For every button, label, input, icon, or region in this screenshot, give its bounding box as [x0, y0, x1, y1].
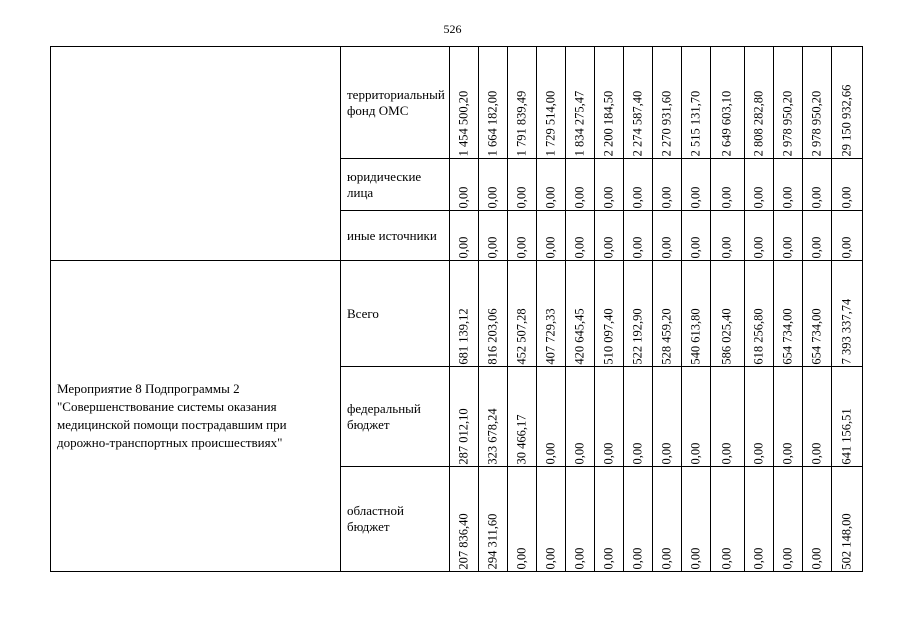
value-text: 1 791 839,49	[514, 90, 529, 157]
value-cell	[536, 211, 565, 261]
value-cell	[744, 159, 773, 211]
value-text: 287 012,10	[456, 408, 471, 465]
value-cell	[681, 159, 710, 211]
value-cell	[802, 211, 831, 261]
value-text: 0,00	[630, 547, 645, 570]
value-text: 0,00	[601, 442, 616, 465]
value-text: 0,00	[630, 236, 645, 259]
value-cell	[449, 159, 478, 211]
value-cell	[773, 47, 802, 159]
value-text: 654 734,00	[809, 308, 824, 365]
value-cell	[773, 367, 802, 467]
value-text: 0,00	[485, 186, 500, 209]
value-cell	[623, 211, 652, 261]
value-text: 0,00	[780, 547, 795, 570]
funding-source-label: территориальный фонд ОМС	[341, 47, 450, 159]
value-cell	[710, 261, 744, 367]
value-text: 540 613,80	[688, 308, 703, 365]
value-text: 0,00	[485, 236, 500, 259]
value-text: 0,00	[719, 547, 734, 570]
value-text: 0,00	[659, 442, 674, 465]
value-cell	[744, 367, 773, 467]
value-text: 502 148,00	[839, 513, 854, 570]
value-cell	[536, 261, 565, 367]
value-text: 1 834 275,47	[572, 90, 587, 157]
value-text: 816 203,06	[485, 308, 500, 365]
value-cell	[536, 367, 565, 467]
value-text: 0,00	[751, 186, 766, 209]
value-text: 0,00	[809, 547, 824, 570]
value-cell	[710, 159, 744, 211]
funding-source-label: Всего	[341, 261, 450, 367]
value-text: 0,00	[688, 442, 703, 465]
value-text: 528 459,20	[659, 308, 674, 365]
value-cell	[594, 211, 623, 261]
value-text: 2 270 931,60	[659, 90, 674, 157]
value-text: 0,00	[659, 186, 674, 209]
value-cell	[710, 367, 744, 467]
value-cell	[449, 467, 478, 572]
value-text: 0,00	[659, 236, 674, 259]
value-cell	[449, 367, 478, 467]
funding-source-label: иные источники	[341, 211, 450, 261]
value-cell	[773, 261, 802, 367]
value-text: 2 978 950,20	[809, 90, 824, 157]
value-text: 0,00	[839, 186, 854, 209]
budget-table	[50, 46, 863, 572]
value-cell	[773, 159, 802, 211]
value-cell	[681, 467, 710, 572]
value-cell	[623, 159, 652, 211]
value-text: 0,00	[543, 547, 558, 570]
value-text: 207 836,40	[456, 513, 471, 570]
value-text: 1 729 514,00	[543, 90, 558, 157]
value-cell	[594, 261, 623, 367]
value-cell	[536, 47, 565, 159]
value-text: 30 466,17	[514, 414, 529, 465]
value-cell	[831, 261, 862, 367]
value-text: 2 978 950,20	[780, 90, 795, 157]
value-text: 0,00	[630, 186, 645, 209]
value-text: 0,00	[780, 442, 795, 465]
value-cell	[623, 47, 652, 159]
value-text: 0,00	[719, 186, 734, 209]
value-cell	[681, 261, 710, 367]
value-text: 0,00	[514, 186, 529, 209]
value-text: 0,00	[572, 442, 587, 465]
value-text: 323 678,24	[485, 408, 500, 465]
value-cell	[478, 367, 507, 467]
value-text: 0,00	[659, 547, 674, 570]
value-text: 420 645,45	[572, 308, 587, 365]
value-cell	[802, 159, 831, 211]
value-cell	[507, 47, 536, 159]
value-cell	[710, 47, 744, 159]
value-cell	[478, 467, 507, 572]
value-cell	[536, 159, 565, 211]
value-text: 0,00	[543, 236, 558, 259]
value-text: 586 025,40	[719, 308, 734, 365]
value-text: 0,00	[688, 186, 703, 209]
funding-source-label: федеральный бюджет	[341, 367, 450, 467]
value-text: 2 274 587,40	[630, 90, 645, 157]
value-cell	[449, 211, 478, 261]
value-text: 0,00	[688, 236, 703, 259]
value-cell	[594, 159, 623, 211]
value-cell	[478, 261, 507, 367]
value-cell	[594, 47, 623, 159]
value-text: 452 507,28	[514, 308, 529, 365]
value-cell	[831, 159, 862, 211]
value-text: 0,00	[514, 547, 529, 570]
value-text: 0,00	[601, 547, 616, 570]
value-cell	[652, 467, 681, 572]
value-cell	[565, 367, 594, 467]
value-cell	[536, 467, 565, 572]
value-text: 641 156,51	[839, 408, 854, 465]
value-text: 510 097,40	[601, 308, 616, 365]
value-cell	[710, 467, 744, 572]
value-text: 0,00	[809, 186, 824, 209]
value-text: 0,00	[543, 186, 558, 209]
table-row	[51, 261, 863, 367]
page-number: 526	[443, 22, 462, 36]
value-text: 0,00	[601, 186, 616, 209]
value-text: 618 256,80	[751, 308, 766, 365]
value-cell	[565, 467, 594, 572]
value-text: 0,00	[839, 236, 854, 259]
value-cell	[623, 367, 652, 467]
value-cell	[652, 261, 681, 367]
value-text: 2 649 603,10	[719, 90, 734, 157]
value-text: 7 393 337,74	[839, 298, 854, 365]
value-cell	[449, 47, 478, 159]
value-cell	[565, 211, 594, 261]
value-cell	[802, 261, 831, 367]
value-cell	[710, 211, 744, 261]
event-cell-prev	[51, 47, 341, 261]
value-text: 0,00	[601, 236, 616, 259]
value-text: 0,00	[751, 442, 766, 465]
value-cell	[773, 211, 802, 261]
value-cell	[831, 211, 862, 261]
value-text: 0,00	[751, 236, 766, 259]
value-text: 0,00	[456, 186, 471, 209]
value-text: 0,00	[456, 236, 471, 259]
value-text: 1 664 182,00	[485, 90, 500, 157]
value-cell	[449, 261, 478, 367]
value-cell	[652, 211, 681, 261]
value-text: 1 454 500,20	[456, 90, 471, 157]
value-cell	[565, 159, 594, 211]
value-cell	[802, 47, 831, 159]
value-text: 0,00	[572, 547, 587, 570]
value-text: 0,00	[751, 547, 766, 570]
value-text: 0,00	[719, 236, 734, 259]
value-cell	[652, 367, 681, 467]
value-text: 0,00	[572, 186, 587, 209]
value-cell	[744, 261, 773, 367]
value-text: 0,00	[543, 442, 558, 465]
value-text: 29 150 932,66	[839, 84, 854, 157]
value-text: 0,00	[780, 186, 795, 209]
value-text: 681 139,12	[456, 308, 471, 365]
value-cell	[507, 467, 536, 572]
value-cell	[744, 467, 773, 572]
value-text: 0,00	[780, 236, 795, 259]
value-text: 0,00	[809, 442, 824, 465]
value-cell	[802, 367, 831, 467]
value-text: 0,00	[572, 236, 587, 259]
value-text: 2 808 282,80	[751, 90, 766, 157]
table-row	[51, 47, 863, 159]
value-cell	[507, 211, 536, 261]
value-cell	[478, 159, 507, 211]
value-cell	[831, 47, 862, 159]
value-cell	[831, 367, 862, 467]
value-text: 407 729,33	[543, 308, 558, 365]
value-cell	[652, 47, 681, 159]
value-cell	[652, 159, 681, 211]
funding-source-label: областной бюджет	[341, 467, 450, 572]
value-cell	[507, 159, 536, 211]
value-cell	[681, 367, 710, 467]
value-cell	[773, 467, 802, 572]
value-text: 522 192,90	[630, 308, 645, 365]
value-cell	[831, 467, 862, 572]
value-text: 654 734,00	[780, 308, 795, 365]
value-text: 2 515 131,70	[688, 90, 703, 157]
value-cell	[565, 261, 594, 367]
value-text: 294 311,60	[485, 513, 500, 570]
value-cell	[681, 47, 710, 159]
funding-source-label: юридические лица	[341, 159, 450, 211]
value-cell	[507, 367, 536, 467]
value-cell	[594, 467, 623, 572]
value-text: 2 200 184,50	[601, 90, 616, 157]
value-text: 0,00	[809, 236, 824, 259]
value-text: 0,00	[688, 547, 703, 570]
value-text: 0,00	[630, 442, 645, 465]
value-cell	[565, 47, 594, 159]
value-cell	[507, 261, 536, 367]
value-cell	[478, 47, 507, 159]
value-cell	[802, 467, 831, 572]
value-cell	[478, 211, 507, 261]
value-cell	[623, 261, 652, 367]
event-cell: Мероприятие 8 Подпрограммы 2 "Совершенствование системы оказания медицинской помощи пострадавшим при дорожно-транспортных происшествиях"	[51, 261, 341, 572]
value-cell	[744, 211, 773, 261]
value-cell	[744, 47, 773, 159]
value-cell	[623, 467, 652, 572]
value-cell	[594, 367, 623, 467]
value-text: 0,00	[719, 442, 734, 465]
value-cell	[681, 211, 710, 261]
value-text: 0,00	[514, 236, 529, 259]
